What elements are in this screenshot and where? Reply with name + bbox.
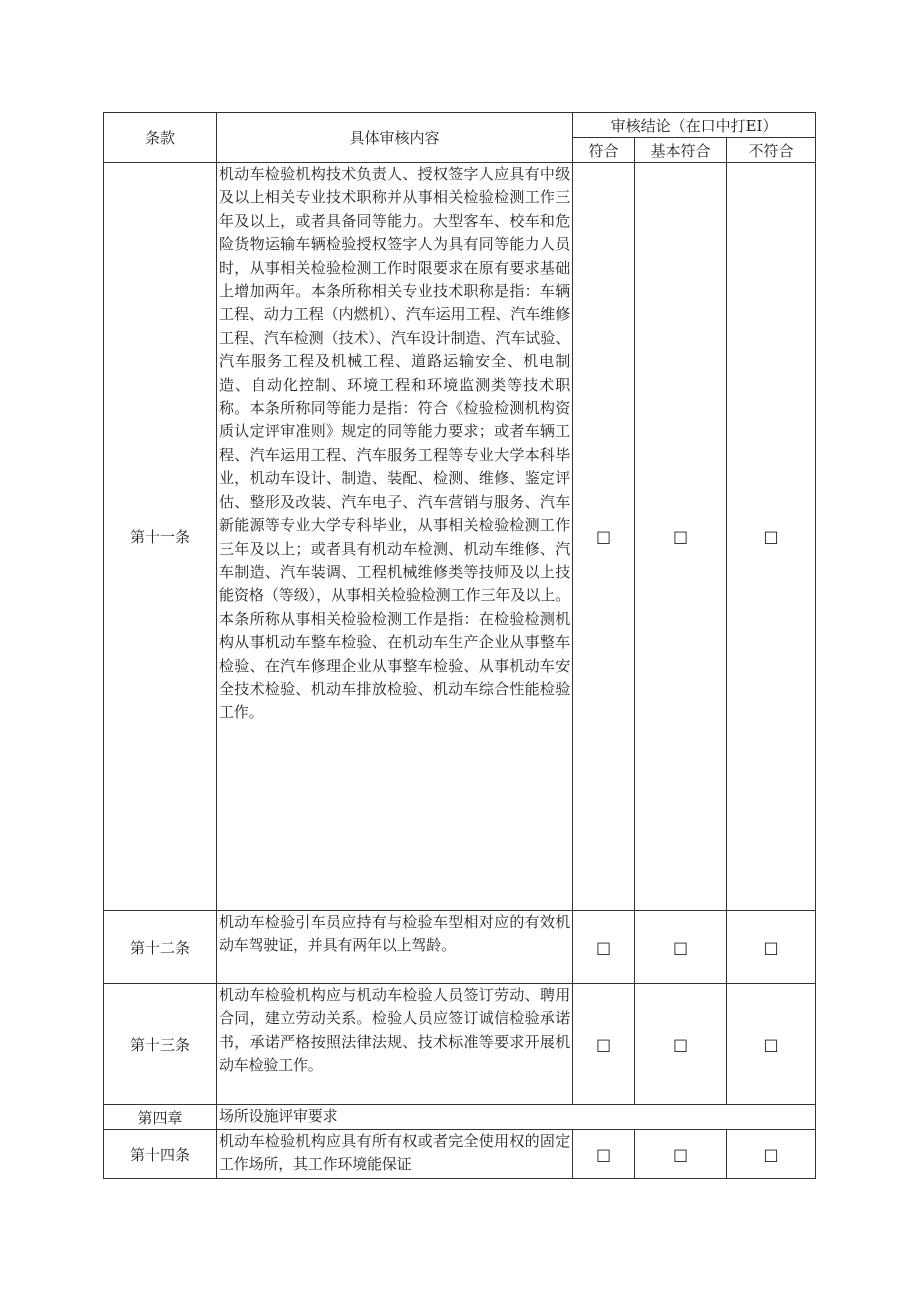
checkbox-conforming[interactable]: □ (573, 911, 635, 984)
checkbox-non-conforming[interactable]: □ (727, 911, 816, 984)
table-row (104, 163, 816, 911)
checkbox-basically-conforming[interactable]: □ (635, 911, 727, 984)
table-row (104, 1130, 816, 1179)
article-label: 第十四条 (104, 1130, 217, 1179)
checkbox-non-conforming[interactable]: □ (727, 1130, 816, 1179)
checkbox-non-conforming[interactable]: □ (727, 984, 816, 1105)
header-non-conforming: 不符合 (727, 138, 816, 163)
article-label: 第十二条 (104, 911, 217, 984)
article-label: 第十三条 (104, 984, 217, 1105)
chapter-title: 场所设施评审要求 (217, 1105, 816, 1130)
table-row (104, 984, 816, 1105)
header-basically-conforming: 基本符合 (635, 138, 727, 163)
table-row (104, 911, 816, 984)
article-label: 第十一条 (104, 163, 217, 911)
checkbox-basically-conforming[interactable]: □ (635, 1130, 727, 1179)
article-content: 机动车检验机构应与机动车检验人员签订劳动、聘用合同，建立劳动关系。检验人员应签订诚信检验承诺书，承诺严格按照法律法规、技术标准等要求开展机动车检验工作。 (217, 984, 573, 1105)
chapter-row (104, 1105, 816, 1130)
checkbox-conforming[interactable]: □ (573, 163, 635, 911)
article-content: 机动车检验引车员应持有与检验车型相对应的有效机动车驾驶证，并具有两年以上驾龄。 (217, 911, 573, 984)
checkbox-basically-conforming[interactable]: □ (635, 163, 727, 911)
checkbox-conforming[interactable]: □ (573, 1130, 635, 1179)
review-table (103, 112, 816, 1179)
checkbox-non-conforming[interactable]: □ (727, 163, 816, 911)
header-conforming: 符合 (573, 138, 635, 163)
chapter-number: 第四章 (104, 1105, 217, 1130)
header-article: 条款 (104, 113, 217, 163)
article-content: 机动车检验机构应具有所有权或者完全使用权的固定工作场所，其工作环境能保证 (217, 1130, 573, 1179)
header-conclusion: 审核结论（在口中打EI） (573, 113, 816, 138)
header-content: 具体审核内容 (217, 113, 573, 163)
header-row (104, 113, 816, 138)
checkbox-conforming[interactable]: □ (573, 984, 635, 1105)
article-content: 机动车检验机构技术负责人、授权签字人应具有中级及以上相关专业技术职称并从事相关检验检测工作三年及以上，或者具备同等能力。大型客车、校车和危险货物运输车辆检验授权签字人为具有同等能力人员时，从事相关检验检测工作时限要求在原有要求基础上增加两年。本条所称相关专业技术职称是指：车辆工程、动力工程（内燃机）、汽车运用工程、汽车维修工程、汽车检测（技术）、汽车设计制造、汽车试验、汽车服务工程及机械工程、道路运输安全、机电制造、自动化控制、环境工程和环境监测类等技术职称。本条所称同等能力是指：符合《检验检测机构资质认定评审准则》规定的同等能力要求；或者车辆工程、汽车运用工程、汽车服务工程等专业大学本科毕业，机动车设计、制造、装配、检测、维修、鉴定评估、整形及改装、汽车电子、汽车营销与服务、汽车新能源等专业大学专科毕业，从事相关检验检测工作三年及以上；或者具有机动车检测、机动车维修、汽车制造、汽车装调、工程机械维修类等技师及以上技能资格（等级），从事相关检验检测工作三年及以上。本条所称从事相关检验检测工作是指：在检验检测机构从事机动车整车检验、在机动车生产企业从事整车检验、在汽车修理企业从事整车检验、从事机动车安全技术检验、机动车排放检验、机动车综合性能检验工作。 (217, 163, 573, 911)
checkbox-basically-conforming[interactable]: □ (635, 984, 727, 1105)
